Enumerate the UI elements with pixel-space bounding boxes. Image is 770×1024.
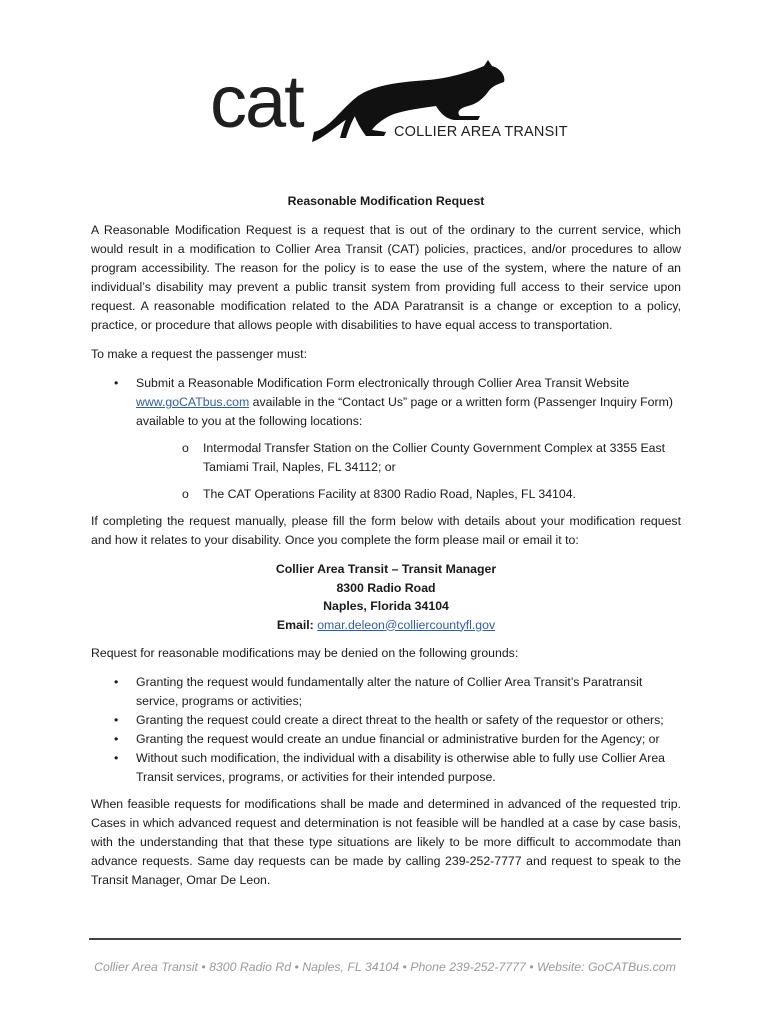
bullet-marker: • — [114, 732, 119, 746]
feasible-paragraph: When feasible requests for modifications shall be made and determined in advanced of the requested trip. Cases in which advanced request and determination is not feasible will be handled at a case by case basis, with the understanding that that these type situations are likely to be more difficult to accommodate than advance requests. Same day requests can be made by calling 239-252-7777 and request to speak to the Transit Manager, Omar De Leon. — [91, 797, 681, 887]
bullet-marker: • — [114, 713, 119, 727]
list-item — [136, 485, 681, 504]
bullet-marker: • — [114, 751, 119, 765]
list-item — [91, 711, 681, 730]
logo-wordmark: cat — [210, 60, 303, 143]
footer-divider — [89, 938, 681, 940]
bullet-marker: • — [114, 675, 119, 689]
email-label: Email: — [276, 617, 318, 632]
denial-list — [91, 673, 681, 787]
requirements-intro: To make a request the passenger must: — [91, 347, 307, 361]
intro-paragraph: A Reasonable Modification Request is a request that is out of the ordinary to the current service, which would result in a modification to Collier Area Transit (CAT) policies, practices, and/or procedures to allow program accessibility. The reason for the policy is to ease the use of the system, where the nature of an individual’s disability may prevent a public transit system from providing full access to their service upon request. A reasonable modification related to the ADA Paratransit is a change or exception to a policy, practice, or procedure that allows people with disabilities to have equal access to transportation. — [91, 223, 681, 332]
list-item — [91, 730, 681, 749]
address-line: Collier Area Transit – Transit Manager — [275, 562, 497, 576]
list-item — [91, 374, 681, 504]
document-body — [91, 192, 681, 900]
denial-text: Without such modification, the individual with a disability is otherwise able to fully use Collier Area Transit services, programs, or activities for their intended purpose. — [136, 751, 666, 784]
denial-text: Granting the request would fundamentally alter the nature of Collier Area Transit’s Paratransit service, programs or activities; — [136, 675, 643, 708]
sub-bullet-marker: o — [182, 487, 189, 501]
document-title: Reasonable Modification Request — [287, 194, 485, 208]
bullet-marker: • — [114, 376, 119, 390]
bullet-text-cont: available in the “Contact Us” page or a written form (Passenger Inquiry Form) available to you at the following locations: — [136, 395, 673, 428]
locations-list — [136, 439, 681, 504]
email-line — [91, 616, 681, 635]
logo-subtitle: COLLIER AREA TRANSIT — [394, 124, 568, 140]
email-link[interactable]: omar.deleon@colliercountyfl.gov — [317, 617, 496, 632]
page-footer: Collier Area Transit • 8300 Radio Rd • Naples, FL 34104 • Phone 239-252-7777 • Website: GoCATBus.com — [94, 960, 676, 974]
list-item — [136, 439, 681, 477]
cat-logo — [210, 58, 570, 150]
address-line: 8300 Radio Road — [336, 580, 436, 595]
bullet-text: Submit a Reasonable Modification Form electronically through Collier Area Transit Website — [136, 376, 630, 390]
manual-paragraph: If completing the request manually, please fill the form below with details about your modification request and how it relates to your disability. Once you complete the form please mail or email it to: — [91, 514, 681, 547]
list-item — [91, 749, 681, 787]
denial-intro: Request for reasonable modifications may be denied on the following grounds: — [91, 646, 519, 660]
denial-text: Granting the request would create an undue financial or administrative burden for the Agency; or — [136, 732, 660, 746]
address-line: Naples, Florida 34104 — [323, 599, 449, 613]
list-item — [91, 673, 681, 711]
sub-bullet-marker: o — [182, 441, 189, 455]
mailing-address — [91, 560, 681, 634]
denial-text: Granting the request could create a direct threat to the health or safety of the requestor or others; — [136, 713, 664, 727]
location-text: Intermodal Transfer Station on the Collier County Government Complex at 3355 East Tamiami Trail, Naples, FL 34112; or — [203, 441, 666, 474]
requirements-list — [91, 374, 681, 504]
website-link[interactable]: www.goCATbus.com — [136, 395, 250, 409]
location-text: The CAT Operations Facility at 8300 Radio Road, Naples, FL 34104. — [203, 487, 576, 501]
